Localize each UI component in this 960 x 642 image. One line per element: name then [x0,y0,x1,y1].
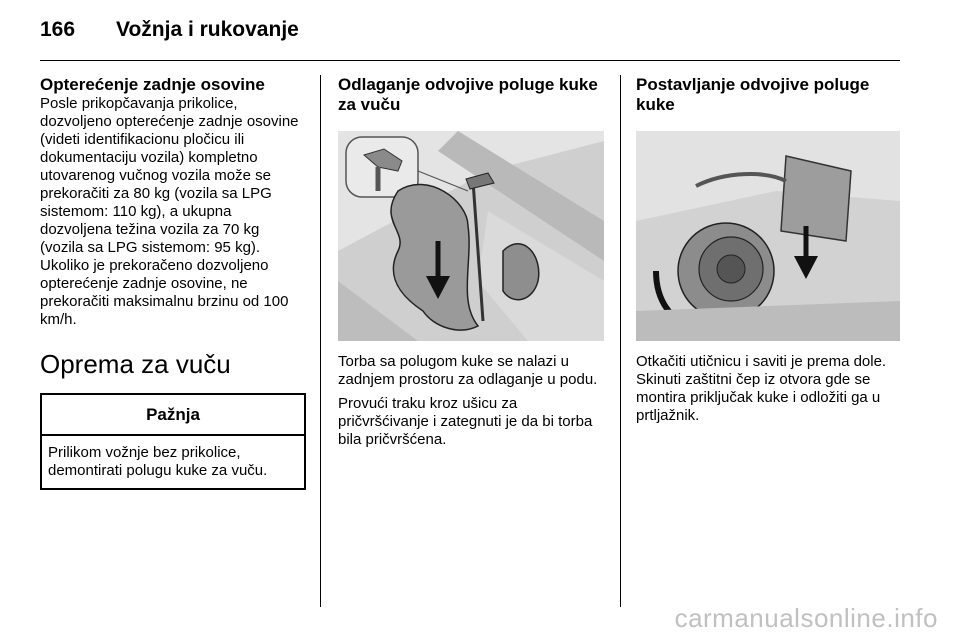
notice-text: Prilikom vožnje bez prikolice, demontirati polugu kuke za vuču. [48,444,268,479]
watermark: carmanualsonline.info [674,603,938,633]
towbar-bag-illustration [338,131,604,341]
column-divider-1 [320,75,321,607]
column-divider-2 [620,75,621,607]
socket-illustration [636,131,900,341]
storing-towbar-heading: Odlaganje odvojive poluge kuke za vuču [338,75,598,114]
rear-axle-load-heading: Opterećenje zadnje osovine [40,75,265,94]
page-header [40,18,299,42]
column-2 [338,75,604,449]
chapter-title: Vožnja i rukovanje [116,18,299,41]
towbar-bag-drawing [338,131,604,341]
socket-drawing [636,131,900,341]
notice-box [40,393,306,490]
column-1 [40,75,306,490]
page-number: 166 [40,18,76,41]
storing-towbar-text-2: Provući traku kroz ušicu za pričvršćivanje i zategnuti je da bi torba bila pričvršćena. [338,395,593,448]
header-rule [40,60,900,61]
towing-equipment-title: Oprema za vuču [40,349,231,379]
notice-title: Pažnja [42,395,304,436]
column-3 [636,75,904,425]
fitting-towbar-text: Otkačiti utičnicu i saviti je prema dole. Skinuti zaštitni čep iz otvora gde se montira priključak kuke i odložiti ga u prtljažnik. [636,353,887,424]
storing-towbar-text-1: Torba sa polugom kuke se nalazi u zadnjem prostoru za odlaganje u podu. [338,353,598,388]
fitting-towbar-heading: Postavljanje odvojive poluge kuke [636,75,870,114]
rear-axle-load-text: Posle prikopčavanja prikolice, dozvoljeno opterećenje zadnje osovine (videti identifikacionu pločicu ili dokumentaciju vozila) kompletno utovarenog vučnog vozila može se prekoračiti za 80 kg (vozila sa LPG sistemom: 110 kg), a ukupna dozvoljena težina vozila za 70 kg (vozila sa LPG sistemom: 95 kg). Ukoliko je prekoračeno dozvoljeno opterećenje zadnje osovine, ne prekoračiti maksimalnu brzinu od 100 km/h. [40,95,299,328]
